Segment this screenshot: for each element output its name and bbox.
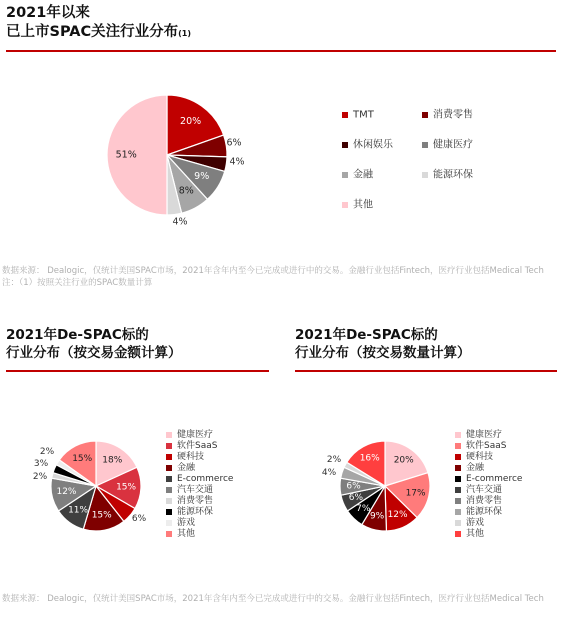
left-pie-legend-swatch-8 xyxy=(166,520,172,526)
right-pie-legend xyxy=(455,428,523,539)
right-pie-label-0: 20% xyxy=(393,455,414,466)
left-pie-label-9: 15% xyxy=(72,454,93,465)
left-pie-legend-label-1: 软件SaaS xyxy=(177,441,218,451)
left-pie-label-0: 18% xyxy=(102,455,123,466)
top-pie-legend-swatch-1 xyxy=(422,112,428,118)
left-pie-chart xyxy=(33,428,234,539)
right-pie-legend-label-4: E-commerce xyxy=(466,474,523,484)
right-pie-legend-swatch-1 xyxy=(455,443,461,449)
top-pie-legend-label-0: TMT xyxy=(353,109,374,121)
top-pie-label-4: 8% xyxy=(178,185,194,197)
right-title-line1: 2021年De-SPAC标的 xyxy=(295,327,438,343)
right-pie-label-1: 17% xyxy=(405,488,426,499)
left-pie-label-5: 12% xyxy=(56,487,77,498)
right-pie-legend-swatch-9 xyxy=(455,531,461,537)
right-pie-legend-swatch-8 xyxy=(455,520,461,526)
left-pie-legend-swatch-6 xyxy=(166,498,172,504)
right-pie-label-6: 6% xyxy=(346,481,361,492)
left-pie-legend-label-2: 硬科技 xyxy=(177,452,205,462)
right-pie-legend-label-7: 能源环保 xyxy=(466,507,503,517)
top-pie-legend-label-3: 健康医疗 xyxy=(433,139,473,151)
left-pie-legend-swatch-9 xyxy=(166,531,172,537)
right-pie-legend-label-2: 硬科技 xyxy=(466,452,494,462)
left-pie-legend-swatch-3 xyxy=(166,465,172,471)
top-pie-legend-swatch-4 xyxy=(342,172,348,178)
top-pie-label-5: 4% xyxy=(172,216,188,228)
right-pie-label-7: 4% xyxy=(321,468,337,478)
left-pie-label-7: 3% xyxy=(33,459,49,469)
left-pie-label-2: 6% xyxy=(131,514,147,524)
left-pie-legend-label-6: 消费零售 xyxy=(177,496,214,506)
right-pie-legend-swatch-3 xyxy=(455,465,461,471)
left-pie-legend-swatch-5 xyxy=(166,487,172,493)
left-title-line2: 行业分布（按交易金额计算） xyxy=(6,345,182,361)
right-pie-label-3: 9% xyxy=(369,511,385,522)
top-pie-legend-label-4: 金融 xyxy=(353,169,373,181)
left-pie-legend-swatch-4 xyxy=(166,476,172,482)
top-pie-legend-swatch-5 xyxy=(422,172,428,178)
left-pie-legend-label-0: 健康医疗 xyxy=(177,430,214,440)
right-pie-legend-swatch-6 xyxy=(455,498,461,504)
left-pie-legend-swatch-1 xyxy=(166,443,172,449)
top-pie-legend xyxy=(342,108,473,211)
top-pie-label-1: 6% xyxy=(226,137,242,149)
left-pie-label-3: 15% xyxy=(91,510,112,521)
left-pie-legend xyxy=(166,428,234,539)
top-pie-chart xyxy=(107,95,473,228)
main-title-line1: 2021年以来 xyxy=(6,5,90,21)
main-title-line2: 已上市SPAC关注行业分布 xyxy=(6,24,179,40)
top-pie-legend-label-6: 其他 xyxy=(353,199,373,211)
right-title-line2: 行业分布（按交易数量计算） xyxy=(295,345,471,361)
top-pie-label-3: 9% xyxy=(194,171,210,182)
top-pie-label-6: 51% xyxy=(115,149,137,161)
right-pie-legend-label-1: 软件SaaS xyxy=(466,441,507,451)
left-pie-legend-label-4: E-commerce xyxy=(177,474,234,484)
right-pie-legend-label-5: 汽车交通 xyxy=(466,485,503,495)
left-pie-label-1: 15% xyxy=(116,482,137,493)
right-pie-chart xyxy=(322,428,523,539)
right-pie-legend-swatch-0 xyxy=(455,432,461,438)
top-pie-label-0: 20% xyxy=(180,116,202,128)
right-pie-label-4: 7% xyxy=(356,503,371,514)
left-pie-legend-swatch-7 xyxy=(166,509,172,515)
top-pie-legend-label-5: 能源环保 xyxy=(433,169,473,181)
left-pie-legend-label-8: 游戏 xyxy=(177,518,196,528)
top-pie-legend-label-2: 休闲娱乐 xyxy=(353,139,393,151)
top-pie-legend-swatch-3 xyxy=(422,142,428,148)
right-pie-legend-label-0: 健康医疗 xyxy=(466,430,503,440)
top-pie-label-2: 4% xyxy=(229,156,245,168)
left-pie-legend-label-7: 能源环保 xyxy=(177,507,214,517)
left-pie-label-4: 11% xyxy=(68,505,89,516)
right-pie-label-8: 2% xyxy=(326,455,342,465)
footnote-note: 注：（1）按照关注行业的SPAC数量计算 xyxy=(2,278,153,288)
top-pie-legend-label-1: 消费零售 xyxy=(433,109,473,121)
right-pie-legend-label-6: 消费零售 xyxy=(466,496,503,506)
source-note-top: 数据来源： Dealogic，仅统计美国SPAC市场，2021年含年内至今已完成或进行中的交易。金融行业包括Fintech，医疗行业包括Medical Tech xyxy=(2,266,544,276)
left-pie-label-8: 2% xyxy=(39,447,55,457)
source-note-bottom: 数据来源： Dealogic，仅统计美国SPAC市场，2021年含年内至今已完成或进行中的交易。金融行业包括Fintech，医疗行业包括Medical Tech xyxy=(2,594,544,604)
left-pie-label-6: 2% xyxy=(32,472,48,482)
top-pie-legend-swatch-6 xyxy=(342,202,348,208)
right-pie-legend-swatch-4 xyxy=(455,476,461,482)
right-pie-legend-swatch-2 xyxy=(455,454,461,460)
top-pie-legend-swatch-0 xyxy=(342,112,348,118)
left-pie-legend-label-3: 金融 xyxy=(177,463,196,473)
right-pie-label-2: 12% xyxy=(387,509,408,520)
right-pie-label-9: 16% xyxy=(359,453,380,464)
left-pie-legend-label-9: 其他 xyxy=(177,529,196,539)
left-pie-legend-swatch-2 xyxy=(166,454,172,460)
left-pie-legend-swatch-0 xyxy=(166,432,172,438)
right-pie-legend-label-3: 金融 xyxy=(466,463,485,473)
footnote-mark: (1) xyxy=(178,29,191,38)
right-pie-legend-swatch-7 xyxy=(455,509,461,515)
left-title-line1: 2021年De-SPAC标的 xyxy=(6,327,149,343)
right-pie-label-5: 6% xyxy=(348,493,364,504)
left-pie-legend-label-5: 汽车交通 xyxy=(177,485,214,495)
right-pie-legend-label-8: 游戏 xyxy=(466,518,485,528)
top-pie-legend-swatch-2 xyxy=(342,142,348,148)
right-pie-legend-label-9: 其他 xyxy=(466,529,485,539)
right-pie-legend-swatch-5 xyxy=(455,487,461,493)
